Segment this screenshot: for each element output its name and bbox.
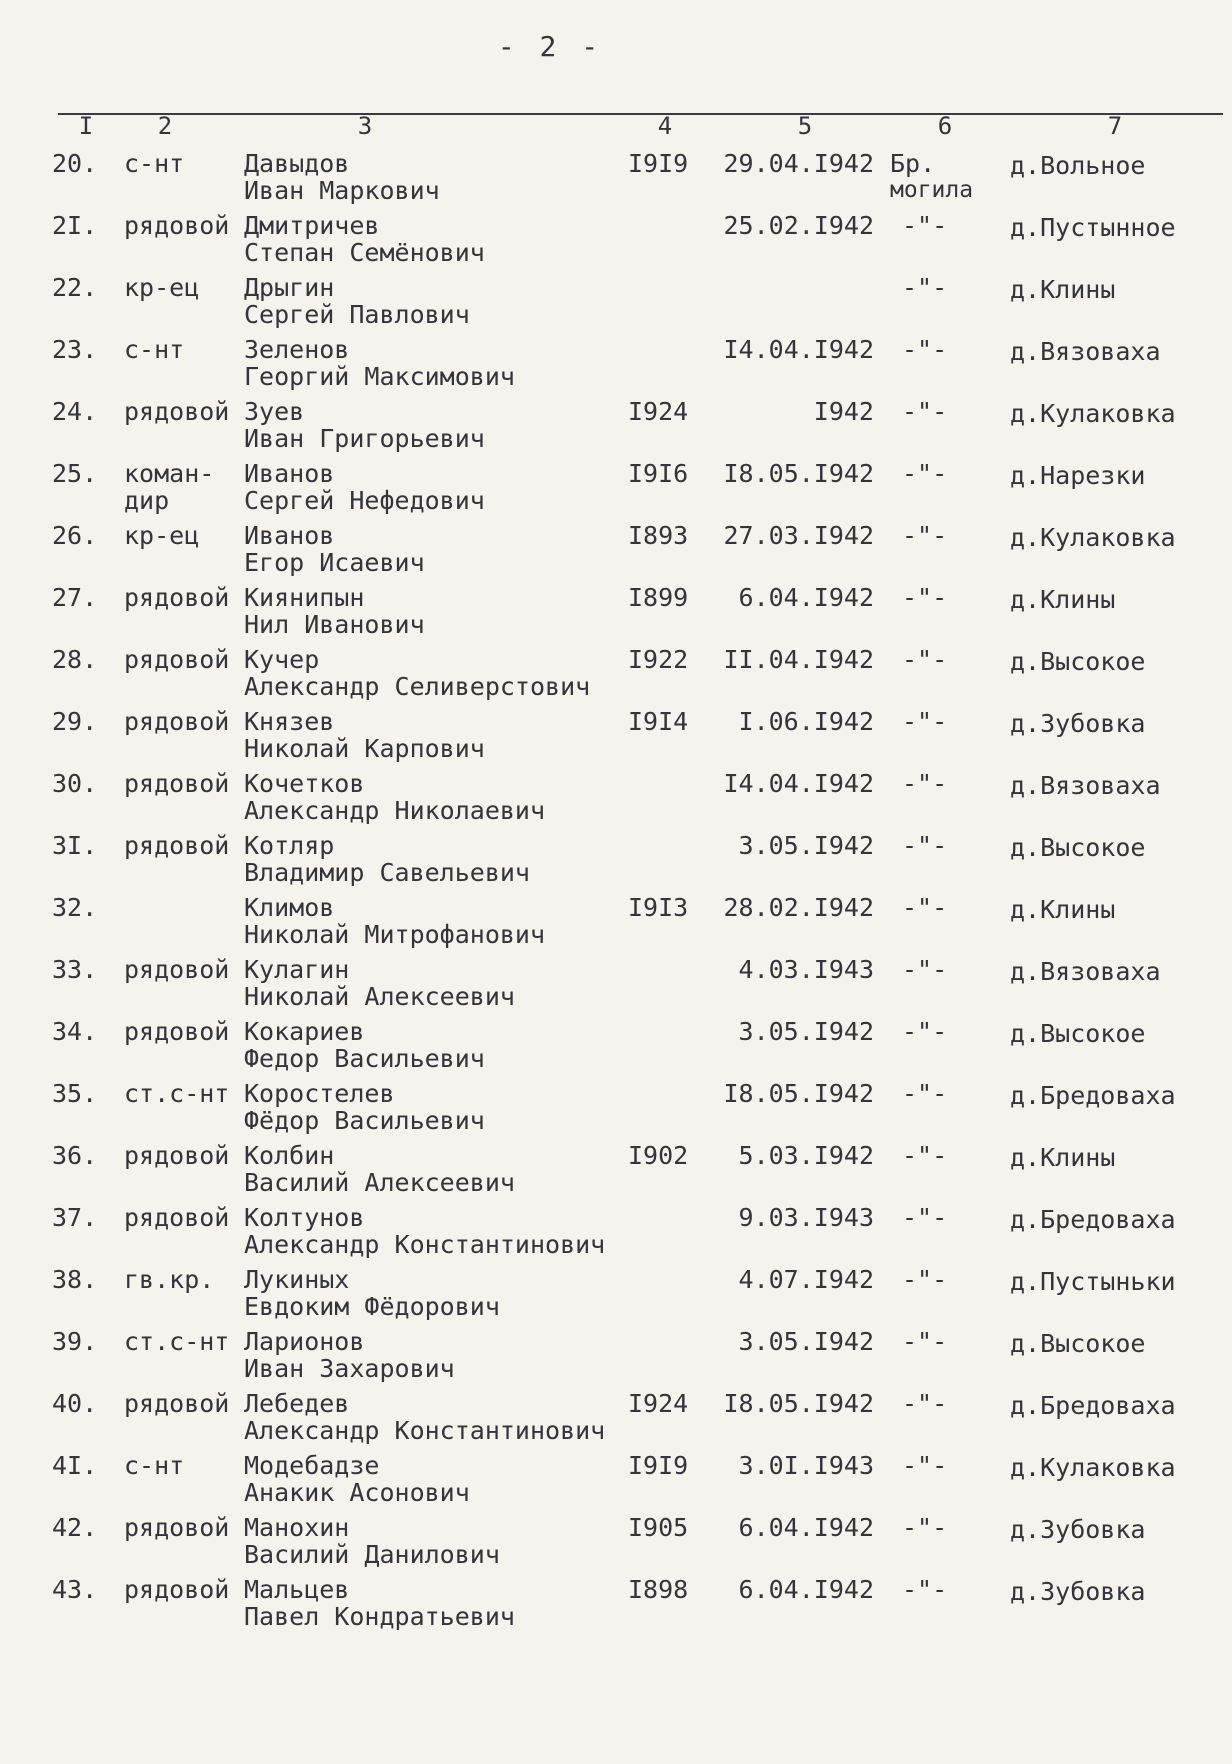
burial-type-line-1: -"-	[902, 1017, 948, 1046]
full-name	[244, 1576, 624, 1630]
burial-type	[890, 1142, 990, 1169]
table-row	[0, 580, 1232, 642]
table-row	[0, 1324, 1232, 1386]
burial-place: д.Пустыньки	[1010, 1267, 1176, 1296]
military-rank-line-1: ст.с-нт	[124, 1327, 230, 1356]
military-rank	[124, 1452, 242, 1479]
military-rank-line-1: рядовой	[124, 1389, 230, 1418]
given-name-patronymic: Нил Иванович	[244, 610, 425, 639]
given-name-patronymic: Иван Маркович	[244, 176, 440, 205]
burial-type	[890, 212, 990, 239]
surname: Давыдов	[244, 149, 350, 178]
given-name-patronymic: Василий Алексеевич	[244, 1168, 515, 1197]
birth-year: I905	[628, 1513, 689, 1542]
burial-type-line-1: -"-	[902, 1203, 948, 1232]
row-number: 37.	[52, 1203, 98, 1232]
burial-type-line-1: -"-	[902, 893, 948, 922]
row-number: 23.	[52, 335, 98, 364]
full-name	[244, 1204, 624, 1258]
given-name-patronymic: Иван Григорьевич	[244, 424, 485, 453]
military-rank	[124, 1080, 242, 1107]
given-name-patronymic: Егор Исаевич	[244, 548, 425, 577]
military-rank-line-1: рядовой	[124, 211, 230, 240]
military-rank	[124, 770, 242, 797]
row-number: 34.	[52, 1017, 98, 1046]
birth-year: I902	[628, 1141, 689, 1170]
burial-type-line-1: -"-	[902, 273, 948, 302]
table-row	[0, 394, 1232, 456]
burial-type-line-1: -"-	[902, 1513, 948, 1542]
death-date: 3.05.I942	[738, 831, 874, 860]
military-rank	[124, 1142, 242, 1169]
burial-type-line-2: могила	[890, 177, 974, 203]
full-name	[244, 584, 624, 638]
full-name	[244, 1018, 624, 1072]
table-row	[0, 704, 1232, 766]
given-name-patronymic: Николай Алексеевич	[244, 982, 515, 1011]
surname: Иванов	[244, 459, 335, 488]
full-name	[244, 1328, 624, 1382]
military-rank-line-1: рядовой	[124, 1141, 230, 1170]
death-date: 6.04.I942	[738, 583, 874, 612]
surname: Ларионов	[244, 1327, 365, 1356]
row-number: 42.	[52, 1513, 98, 1542]
full-name	[244, 522, 624, 576]
burial-type	[890, 1328, 990, 1355]
page-number: - 2 -	[497, 30, 603, 63]
military-rank	[124, 1390, 242, 1417]
table-row	[0, 518, 1232, 580]
military-rank	[124, 336, 242, 363]
military-rank-line-1: кр-ец	[124, 521, 200, 550]
surname: Лукиных	[244, 1265, 350, 1294]
table-row	[0, 952, 1232, 1014]
burial-type	[890, 522, 990, 549]
row-number: 35.	[52, 1079, 98, 1108]
full-name	[244, 1142, 624, 1196]
surname: Мальцев	[244, 1575, 350, 1604]
surname: Котляр	[244, 831, 335, 860]
surname: Колбин	[244, 1141, 335, 1170]
given-name-patronymic: Александр Селиверстович	[244, 672, 591, 701]
burial-type	[890, 1514, 990, 1541]
burial-type-line-1: -"-	[902, 1265, 948, 1294]
burial-type	[890, 150, 990, 204]
table-row	[0, 1200, 1232, 1262]
full-name	[244, 212, 624, 266]
birth-year: I898	[628, 1575, 689, 1604]
burial-type	[890, 1576, 990, 1603]
military-rank	[124, 150, 242, 177]
table-row	[0, 642, 1232, 704]
burial-type	[890, 894, 990, 921]
burial-type-line-1: -"-	[902, 583, 948, 612]
table-row	[0, 1572, 1232, 1634]
death-date: 3.0I.I943	[738, 1451, 874, 1480]
death-date: 6.04.I942	[738, 1513, 874, 1542]
given-name-patronymic: Александр Константинович	[244, 1416, 606, 1445]
full-name	[244, 398, 624, 452]
military-rank-line-1: рядовой	[124, 645, 230, 674]
burial-type-line-1: -"-	[902, 1389, 948, 1418]
given-name-patronymic: Александр Николаевич	[244, 796, 546, 825]
burial-type-line-1: -"-	[902, 521, 948, 550]
death-date: II.04.I942	[723, 645, 874, 674]
military-rank-line-1: гв.кр.	[124, 1265, 215, 1294]
burial-place: д.Кулаковка	[1010, 1453, 1176, 1482]
row-number: 24.	[52, 397, 98, 426]
surname: Манохин	[244, 1513, 350, 1542]
burial-type	[890, 770, 990, 797]
burial-type	[890, 956, 990, 983]
full-name	[244, 460, 624, 514]
military-rank-line-1: рядовой	[124, 707, 230, 736]
burial-place: д.Клины	[1010, 275, 1116, 304]
surname: Модебадзе	[244, 1451, 380, 1480]
given-name-patronymic: Георгий Максимович	[244, 362, 515, 391]
full-name	[244, 770, 624, 824]
burial-place: д.Вязоваха	[1010, 957, 1161, 986]
burial-place: д.Пустынное	[1010, 213, 1176, 242]
death-date: 27.03.I942	[723, 521, 874, 550]
burial-type	[890, 646, 990, 673]
given-name-patronymic: Владимир Савельевич	[244, 858, 530, 887]
burial-place: д.Зубовка	[1010, 709, 1146, 738]
military-rank-line-1: рядовой	[124, 1203, 230, 1232]
birth-year: I893	[628, 521, 689, 550]
military-rank	[124, 584, 242, 611]
given-name-patronymic: Сергей Павлович	[244, 300, 470, 329]
burial-type	[890, 1390, 990, 1417]
burial-place: д.Вязоваха	[1010, 771, 1161, 800]
burial-type	[890, 1266, 990, 1293]
row-number: 2I.	[52, 211, 98, 240]
table-row	[0, 1138, 1232, 1200]
surname: Климов	[244, 893, 335, 922]
burial-place: д.Высокое	[1010, 833, 1146, 862]
given-name-patronymic: Сергей Нефедович	[244, 486, 485, 515]
birth-year: I924	[628, 397, 689, 426]
row-number: 26.	[52, 521, 98, 550]
burial-type	[890, 398, 990, 425]
military-rank	[124, 212, 242, 239]
military-rank	[124, 1514, 242, 1541]
burial-place: д.Высокое	[1010, 647, 1146, 676]
military-rank-line-1: ст.с-нт	[124, 1079, 230, 1108]
military-rank	[124, 522, 242, 549]
military-rank	[124, 1018, 242, 1045]
military-rank	[124, 1204, 242, 1231]
burial-type-line-1: -"-	[902, 1451, 948, 1480]
military-rank-line-1: рядовой	[124, 583, 230, 612]
given-name-patronymic: Степан Семёнович	[244, 238, 485, 267]
burial-type-line-1: -"-	[902, 1079, 948, 1108]
death-date: I.06.I942	[738, 707, 874, 736]
death-date: 29.04.I942	[723, 149, 874, 178]
burial-place: д.Клины	[1010, 895, 1116, 924]
surname: Зуев	[244, 397, 305, 426]
military-rank	[124, 460, 242, 514]
birth-year: I922	[628, 645, 689, 674]
death-date: I4.04.I942	[723, 335, 874, 364]
full-name	[244, 1452, 624, 1506]
burial-type-line-1: -"-	[902, 335, 948, 364]
birth-year: I9I9	[628, 1451, 689, 1480]
burial-place: д.Клины	[1010, 585, 1116, 614]
military-rank-line-2: дир	[124, 486, 170, 515]
column-header-3: 3	[357, 112, 373, 140]
burial-type-line-1: -"-	[902, 707, 948, 736]
surname: Дрыгин	[244, 273, 335, 302]
surname: Зеленов	[244, 335, 350, 364]
surname: Дмитричев	[244, 211, 380, 240]
military-rank	[124, 956, 242, 983]
military-rank-line-1: рядовой	[124, 397, 230, 426]
burial-type	[890, 584, 990, 611]
death-date: 25.02.I942	[723, 211, 874, 240]
death-date: 28.02.I942	[723, 893, 874, 922]
row-number: 33.	[52, 955, 98, 984]
burial-type	[890, 832, 990, 859]
surname: Кулагин	[244, 955, 350, 984]
death-date: I942	[813, 397, 874, 426]
surname: Коростелев	[244, 1079, 395, 1108]
death-date: I4.04.I942	[723, 769, 874, 798]
row-number: 25.	[52, 459, 98, 488]
row-number: 28.	[52, 645, 98, 674]
burial-place: д.Высокое	[1010, 1019, 1146, 1048]
table-row	[0, 828, 1232, 890]
given-name-patronymic: Евдоким Фёдорович	[244, 1292, 500, 1321]
burial-place: д.Бредоваха	[1010, 1391, 1176, 1420]
given-name-patronymic: Василий Данилович	[244, 1540, 500, 1569]
birth-year: I924	[628, 1389, 689, 1418]
military-rank-line-1: с-нт	[124, 149, 185, 178]
birth-year: I9I4	[628, 707, 689, 736]
burial-place: д.Зубовка	[1010, 1515, 1146, 1544]
burial-type	[890, 1080, 990, 1107]
table-row	[0, 890, 1232, 952]
table-row	[0, 1262, 1232, 1324]
military-rank-line-1: с-нт	[124, 1451, 185, 1480]
table-row	[0, 270, 1232, 332]
burial-type-line-1: -"-	[902, 831, 948, 860]
column-header-7: 7	[1107, 112, 1123, 140]
row-number: 27.	[52, 583, 98, 612]
burial-place: д.Бредоваха	[1010, 1205, 1176, 1234]
table-row	[0, 208, 1232, 270]
burial-place: д.Высокое	[1010, 1329, 1146, 1358]
full-name	[244, 646, 624, 700]
row-number: 4I.	[52, 1451, 98, 1480]
row-number: 40.	[52, 1389, 98, 1418]
birth-year: I9I9	[628, 149, 689, 178]
surname: Кочетков	[244, 769, 365, 798]
military-rank-line-1: рядовой	[124, 1575, 230, 1604]
burial-place: д.Клины	[1010, 1143, 1116, 1172]
burial-type	[890, 460, 990, 487]
burial-place: д.Кулаковка	[1010, 523, 1176, 552]
burial-place: д.Бредоваха	[1010, 1081, 1176, 1110]
birth-year: I9I6	[628, 459, 689, 488]
military-rank-line-1: коман-	[124, 459, 215, 488]
column-header-6: 6	[937, 112, 953, 140]
burial-type-line-1: -"-	[902, 955, 948, 984]
burial-type-line-1: -"-	[902, 211, 948, 240]
table-row	[0, 456, 1232, 518]
military-rank-line-1: рядовой	[124, 1513, 230, 1542]
table-row	[0, 332, 1232, 394]
military-rank	[124, 1266, 242, 1293]
row-number: 39.	[52, 1327, 98, 1356]
birth-year: I899	[628, 583, 689, 612]
surname: Кучер	[244, 645, 320, 674]
row-number: 20.	[52, 149, 98, 178]
surname: Киянипын	[244, 583, 365, 612]
burial-type	[890, 274, 990, 301]
death-date: 3.05.I942	[738, 1327, 874, 1356]
given-name-patronymic: Николай Митрофанович	[244, 920, 546, 949]
military-rank-line-1: кр-ец	[124, 273, 200, 302]
table-row	[0, 1510, 1232, 1572]
burial-type-line-1: -"-	[902, 1327, 948, 1356]
burial-type	[890, 1018, 990, 1045]
death-date: 3.05.I942	[738, 1017, 874, 1046]
full-name	[244, 956, 624, 1010]
given-name-patronymic: Иван Захарович	[244, 1354, 455, 1383]
full-name	[244, 336, 624, 390]
military-rank	[124, 274, 242, 301]
military-rank	[124, 398, 242, 425]
row-number: 38.	[52, 1265, 98, 1294]
death-date: I8.05.I942	[723, 1389, 874, 1418]
military-rank-line-1: рядовой	[124, 1017, 230, 1046]
full-name	[244, 1390, 624, 1444]
death-date: 4.03.I943	[738, 955, 874, 984]
death-date: I8.05.I942	[723, 459, 874, 488]
burial-place: д.Зубовка	[1010, 1577, 1146, 1606]
given-name-patronymic: Николай Карпович	[244, 734, 485, 763]
row-number: 22.	[52, 273, 98, 302]
full-name	[244, 150, 624, 204]
full-name	[244, 1514, 624, 1568]
surname: Колтунов	[244, 1203, 365, 1232]
table-row	[0, 1014, 1232, 1076]
burial-place: д.Нарезки	[1010, 461, 1146, 490]
burial-type	[890, 336, 990, 363]
burial-type	[890, 1204, 990, 1231]
given-name-patronymic: Фёдор Васильевич	[244, 1106, 485, 1135]
military-rank-line-1: рядовой	[124, 769, 230, 798]
row-number: 3I.	[52, 831, 98, 860]
burial-place: д.Вольное	[1010, 151, 1146, 180]
full-name	[244, 274, 624, 328]
burial-type-line-1: -"-	[902, 1141, 948, 1170]
military-rank	[124, 1328, 242, 1355]
row-number: 29.	[52, 707, 98, 736]
surname: Кокариев	[244, 1017, 365, 1046]
burial-type-line-1: -"-	[902, 459, 948, 488]
full-name	[244, 894, 624, 948]
given-name-patronymic: Федор Васильевич	[244, 1044, 485, 1073]
military-rank	[124, 646, 242, 673]
column-header-4: 4	[657, 112, 673, 140]
military-rank	[124, 832, 242, 859]
row-number: 30.	[52, 769, 98, 798]
row-number: 32.	[52, 893, 98, 922]
column-header-5: 5	[797, 112, 813, 140]
burial-type	[890, 1452, 990, 1479]
burial-place: д.Вязоваха	[1010, 337, 1161, 366]
surname: Иванов	[244, 521, 335, 550]
table-row	[0, 1386, 1232, 1448]
burial-type-line-1: -"-	[902, 645, 948, 674]
full-name	[244, 708, 624, 762]
full-name	[244, 1266, 624, 1320]
burial-type-line-1: -"-	[902, 1575, 948, 1604]
row-number: 43.	[52, 1575, 98, 1604]
surname: Князев	[244, 707, 335, 736]
full-name	[244, 832, 624, 886]
table-row	[0, 146, 1232, 208]
table-row	[0, 1076, 1232, 1138]
given-name-patronymic: Павел Кондратьевич	[244, 1602, 515, 1631]
death-date: 9.03.I943	[738, 1203, 874, 1232]
full-name	[244, 1080, 624, 1134]
death-date: 5.03.I942	[738, 1141, 874, 1170]
death-date: 4.07.I942	[738, 1265, 874, 1294]
military-rank	[124, 708, 242, 735]
column-header-1: I	[78, 112, 94, 140]
surname: Лебедев	[244, 1389, 350, 1418]
table-header	[0, 113, 1232, 139]
row-number: 36.	[52, 1141, 98, 1170]
birth-year: I9I3	[628, 893, 689, 922]
given-name-patronymic: Анакик Асонович	[244, 1478, 470, 1507]
burial-type-line-1: Бр.	[890, 149, 936, 178]
burial-type-line-1: -"-	[902, 769, 948, 798]
military-rank-line-1: рядовой	[124, 831, 230, 860]
death-date: I8.05.I942	[723, 1079, 874, 1108]
military-rank-line-1: с-нт	[124, 335, 185, 364]
military-rank	[124, 1576, 242, 1603]
burial-type-line-1: -"-	[902, 397, 948, 426]
death-date: 6.04.I942	[738, 1575, 874, 1604]
burial-type	[890, 708, 990, 735]
table-row	[0, 1448, 1232, 1510]
table-row	[0, 766, 1232, 828]
column-header-2: 2	[157, 112, 173, 140]
burial-place: д.Кулаковка	[1010, 399, 1176, 428]
given-name-patronymic: Александр Константинович	[244, 1230, 606, 1259]
military-rank-line-1: рядовой	[124, 955, 230, 984]
